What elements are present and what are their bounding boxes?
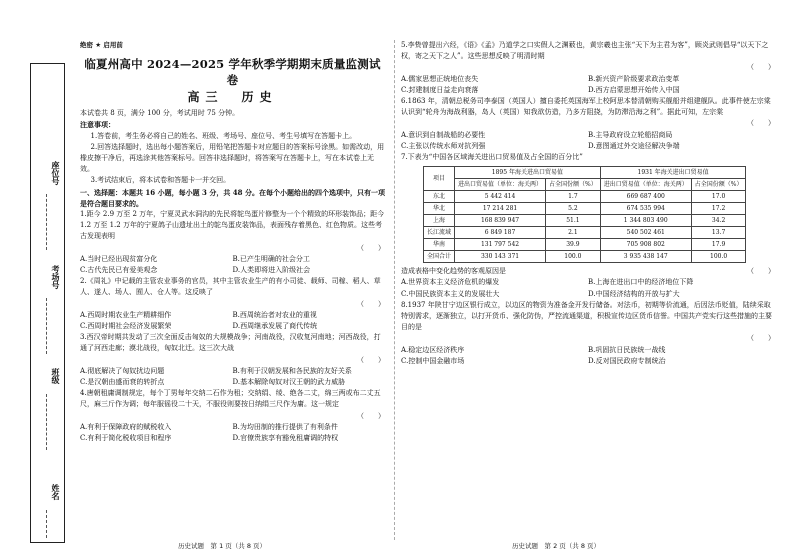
table-cell: 51.1: [546, 215, 601, 227]
seat-number-label: 座位号: [51, 161, 60, 185]
notice-title: 注意事项：: [80, 120, 115, 130]
table-cell: 705 908 802: [600, 239, 691, 251]
table-cell: 13.7: [691, 227, 746, 239]
table-cell: 上海: [424, 215, 455, 227]
notice-3: 3.考试结束后，将本试卷和答题卡一并交回。: [90, 176, 231, 185]
option-a: A.彻底解决了匈奴扰边问题: [80, 366, 165, 375]
option-b: B.上海在进出口中的经济地位下降: [588, 278, 694, 287]
table-cell: 100.0: [546, 251, 601, 263]
option-c: C.中国民族资本主义的发展壮大: [401, 289, 500, 298]
answer-paren: （ ）: [357, 411, 385, 420]
table-row: [424, 191, 746, 203]
question-4: [80, 388, 385, 444]
table-cell: 全国合计: [424, 251, 455, 263]
table-cell: 17.2: [691, 203, 746, 215]
table-cell: 669 687 400: [600, 191, 691, 203]
table-cell: 17.0: [691, 191, 746, 203]
table-cell: 1 344 803 490: [600, 215, 691, 227]
trade-table: [423, 166, 746, 263]
table-row: [424, 227, 746, 239]
option-d: D.人类即将进入阶级社会: [232, 266, 311, 275]
exam-info: 本试卷共 8 页，满分 100 分，考试用时 75 分钟。: [80, 109, 240, 118]
option-c: C.主张以传统水师对抗列强: [401, 141, 486, 150]
question-stem: 4.唐朝租庸调制规定，每个丁男每年交纳二石作为租；交纳绢、绫、绝各二丈，绵三两或布二丈五尺，麻三斤作为调；每年服徭役二十天，不服役则要按日纳绢三尺作为庸。这一规定: [80, 389, 381, 409]
section-title: 一、选择题：本题共 16 小题，每小题 3 分，共 48 分。在每个小题给出的四个选项中，只有一项是符合题目要求的。: [80, 187, 385, 208]
option-b: B.西周统治者对农业的重视: [232, 310, 317, 319]
name-line: [46, 510, 48, 538]
question-stem: 2.《周礼》中记载的主管农业事务的官员，其中主管农业生产的有小司徒、载师、司稼、稻人、草人、遂人、场人、囿人、仓人等。这反映了: [80, 277, 381, 297]
secret-label: 绝密 ★ 启用前: [80, 41, 123, 49]
option-a: A.儒家思想正统地位丧失: [401, 74, 479, 83]
table-row: [424, 203, 746, 215]
table-cell: 330 143 371: [455, 251, 546, 263]
seat-number-line: [46, 194, 48, 250]
table-row: [424, 215, 746, 227]
table-cell: 3 935 438 147: [600, 251, 691, 263]
option-b: B.新兴资产阶级要求政治变革: [588, 74, 680, 83]
table-row: [424, 251, 746, 263]
question-2: [80, 276, 385, 332]
table-cell: 100.0: [691, 251, 746, 263]
question-3: [80, 332, 385, 388]
answer-paren: （ ）: [357, 243, 385, 252]
table-cell: 6 849 187: [455, 227, 546, 239]
question-conclusion: 造成表格中变化趋势的客观原因是: [401, 267, 506, 276]
option-b: B.为均田制的推行提供了有利条件: [232, 422, 338, 431]
page-footer-left: 历史试题 第 1 页（共 8 页）: [178, 542, 267, 550]
option-b: B.有利于汉朝发展和各民族的友好关系: [232, 366, 352, 375]
option-b: B.已产生明确的社会分工: [232, 254, 310, 263]
table-subheader-value: 进出口贸易值（单位：海关两）: [600, 179, 691, 191]
table-cell: 5.2: [546, 203, 601, 215]
answer-paren: （ ）: [747, 334, 775, 343]
table-cell: 131 797 542: [455, 239, 546, 251]
option-d: D.中国经济结构的开放与扩大: [588, 289, 680, 298]
table-cell: 540 502 461: [600, 227, 691, 239]
table-subheader-value: 进出口贸易值（单位：海关两）: [455, 179, 546, 191]
page-footer-right: 历史试题 第 2 页（共 8 页）: [512, 542, 601, 550]
option-d: D.基本解除匈奴对汉王朝的武力威胁: [232, 378, 346, 387]
table-cell: 东北: [424, 191, 455, 203]
option-c: C.封建制度日益走向衰落: [401, 85, 479, 94]
table-cell: 674 535 994: [600, 203, 691, 215]
option-d: D.官僚贵族享有豁免租庸调的特权: [232, 434, 339, 443]
answer-paren: （ ）: [357, 299, 385, 308]
option-a: A.有利于保障政府的赋税收入: [80, 422, 172, 431]
option-b: B.主导政府设立轮船招商局: [588, 130, 673, 139]
option-d: D.西方启蒙思想开始传入中国: [588, 85, 680, 94]
table-subheader-pct: 占全国份额（%）: [546, 179, 601, 191]
notice-1: 1.答卷前，考生务必将自己的姓名、班级、考场号、座位号、考生号填写在答题卡上。: [90, 131, 357, 140]
answer-paren: （ ）: [357, 355, 385, 364]
question-stem: 1.距今 2.9 万至 2 万年，宁夏灵武水洞沟的先民将鸵鸟蛋片修整为一个个精致的环形装饰品；距今 1.2 万至 1.2 万年的宁夏鸽子山遗址出土的鸵鸟蛋皮装饰品，表面残存着黑色、红色物质。这些考古发现表明: [80, 210, 385, 241]
option-c: C.有利于简化税收项目和程序: [80, 434, 172, 443]
option-d: D.意图通过外交途径解决争端: [588, 141, 680, 150]
table-cell: 1.7: [546, 191, 601, 203]
question-7: [401, 152, 775, 300]
table-cell: 17.9: [691, 239, 746, 251]
option-c: C.是汉朝由盛而衰的转折点: [80, 378, 165, 387]
table-cell: 17 214 281: [455, 203, 546, 215]
question-stem: 6.1863 年，清朝总税务司李泰国（英国人）擅自委托英国海军上校阿思本替清朝购买舰船并组建舰队。此事件使左宗棠认识到“轮舟为海战利器，岛人（英国）知我欲仿造，乃多方阻挠，为防滞沿海之利”。据此可知，左宗棠: [401, 97, 771, 117]
question-8: [401, 300, 775, 367]
exam-room-label: 考场号: [51, 265, 60, 289]
exam-room-line: [46, 298, 48, 354]
student-info-sidebar: [30, 63, 65, 543]
table-row: [424, 239, 746, 251]
table-cell: 5 442 414: [455, 191, 546, 203]
exam-title: 临夏州高中 2024—2025 学年秋季学期期末质量监测试卷: [84, 57, 381, 88]
answer-paren: （ ）: [747, 119, 775, 128]
name-label: 姓名: [51, 484, 60, 500]
option-a: A.世界资本主义经济危机的爆发: [401, 278, 500, 287]
page-1: [80, 40, 385, 444]
option-b: B.巩固抗日民族统一战线: [588, 345, 666, 354]
option-a: A.稳定边区经济秩序: [401, 345, 465, 354]
notice-2: 2.回答选择题时，选出每小题答案后，用铅笔把答题卡对应题目的答案标号涂黑。如需改动，用橡皮擦干净后，再选涂其他答案标号。回答非选择题时，将答案写在答题卡上，写在本试卷上无效。: [80, 142, 385, 174]
table-cell: 2.1: [546, 227, 601, 239]
option-a: A.意识到自制战船的必要性: [401, 130, 486, 139]
question-stem: 8.1937 年陕甘宁边区银行成立，以边区的物资为准备金开发行储备。对法币，初期等价流通，后因法币贬值，陆续采取特别需求，逐渐独立，以打开货币、强化防伪，严控流通渠道，积极宣传边区货币信誉。中国共产党实行这些措施的主要目的是: [401, 300, 772, 332]
page-2: [401, 40, 775, 367]
option-c: C.古代先民已有爱美观念: [80, 266, 158, 275]
table-cell: 39.9: [546, 239, 601, 251]
table-cell: 长江流域: [424, 227, 455, 239]
page-divider: [394, 40, 395, 540]
question-5: [401, 40, 775, 96]
table-header-region: 项目: [424, 167, 455, 191]
option-c: C.西周时期社会经济发展繁荣: [80, 322, 172, 331]
table-cell: 168 839 947: [455, 215, 546, 227]
table-cell: 华北: [424, 203, 455, 215]
option-a: A.当时已经出现贫富分化: [80, 254, 158, 263]
table-header-1931: 1931 年海关进出口贸易值: [600, 167, 746, 179]
table-header-1895: 1895 年海关进出口贸易值: [455, 167, 601, 179]
table-cell: 华南: [424, 239, 455, 251]
answer-paren: （ ）: [747, 63, 775, 72]
answer-paren: （ ）: [747, 267, 775, 276]
question-6: [401, 96, 775, 152]
table-subheader-pct: 占全国份额（%）: [691, 179, 746, 191]
question-stem: 3.西汉帝时期共发动了三次全面反击匈奴的大规模战争；河南战役，汉收复河南地；河西战役，打通了河西走廊；漠北战役，匈奴北迁。这三次大战: [80, 333, 381, 353]
option-d: D.反对国民政府专制统治: [588, 356, 666, 365]
option-a: A.西周时期农业生产精耕细作: [80, 310, 172, 319]
table-cell: 34.2: [691, 215, 746, 227]
question-stem: 5.李贽曾提出六经，《语》《孟》乃道学之口实假人之渊薮也，黄宗羲也主张“天下为主君为客”，顾炎武则倡导“以天下之权，寄之天下之人”。这些思想反映了明清时期: [401, 41, 769, 61]
exam-subject: 高三 历史: [187, 90, 278, 105]
question-stem: 7.下表为“中国各区域海关进出口贸易值及占全国的百分比”: [401, 153, 583, 162]
question-1: [80, 209, 385, 276]
class-label: 班级: [51, 368, 60, 384]
class-line: [46, 394, 48, 450]
option-c: C.控制中国金融市场: [401, 356, 465, 365]
option-d: D.西周继承发展了商代传统: [232, 322, 318, 331]
